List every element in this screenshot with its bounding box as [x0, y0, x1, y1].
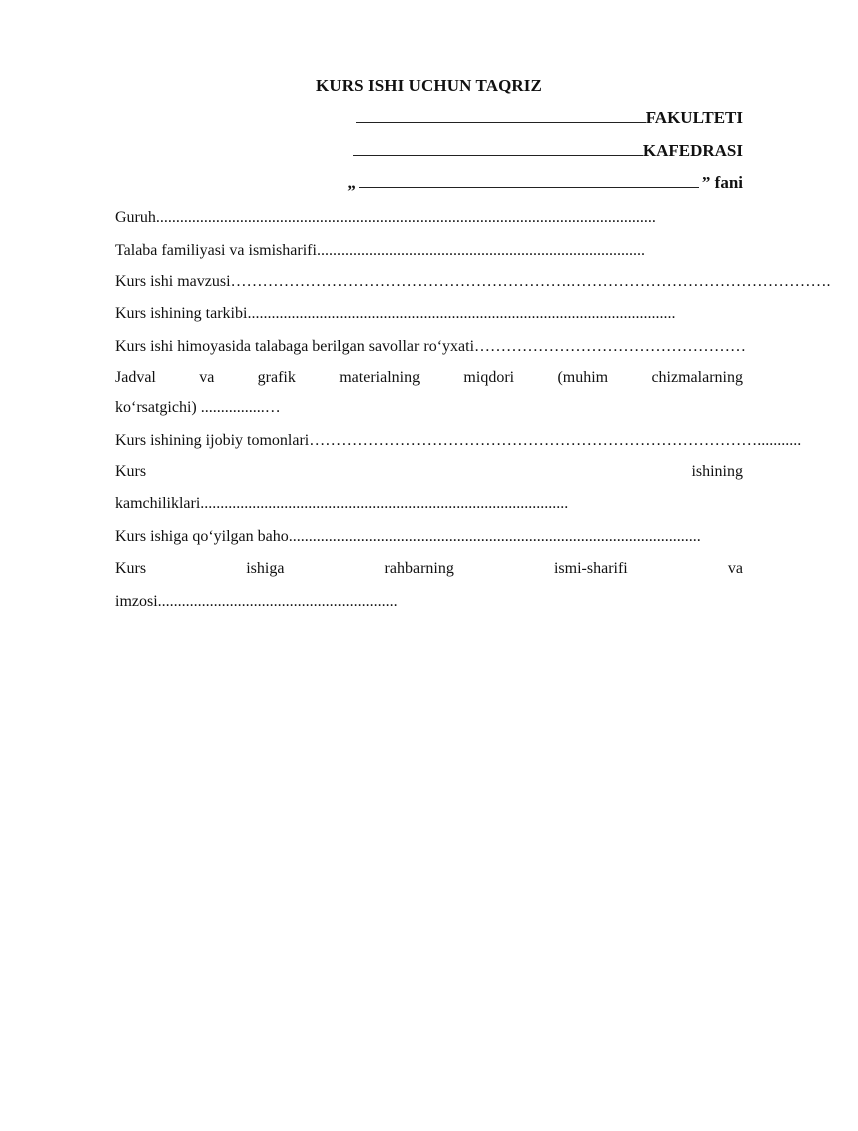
- supervisor-word: rahbarning: [384, 560, 454, 577]
- student-name-dots: ..................................................................................: [316, 242, 645, 259]
- shortcomings-word: ishining: [691, 463, 743, 480]
- subject-field: [347, 173, 743, 193]
- questions-dots: ……………………………………………: [474, 338, 747, 355]
- structure-field: [115, 304, 743, 324]
- group-label: Guruh: [115, 209, 156, 226]
- supervisor-word: Kurs: [115, 560, 147, 577]
- faculty-label: FAKULTETI: [645, 108, 743, 127]
- tables-word: grafik: [257, 369, 296, 386]
- topic-label: Kurs ishi mavzusi: [115, 273, 231, 290]
- supervisor-word: ishiga: [246, 560, 285, 577]
- subject-open-quote: „: [347, 173, 356, 192]
- subject-label: ” fani: [701, 173, 743, 192]
- questions-label: Kurs ishi himoyasida talabaga berilgan savollar ro‘yxati: [115, 338, 475, 355]
- department-blank-line: [353, 154, 643, 156]
- supervisor-line-1: [115, 559, 743, 579]
- tables-word: materialning: [339, 369, 421, 386]
- topic-field: [115, 272, 831, 292]
- positive-aspects-dots: …………………………………………………………………………...........: [309, 432, 802, 449]
- group-field: [115, 208, 743, 228]
- tables-graphics-line-1: [115, 368, 743, 388]
- group-dots: .............................................................................................................................: [155, 209, 656, 226]
- tables-word: va: [199, 369, 215, 386]
- tables-word: miqdori: [463, 369, 515, 386]
- department-label: KAFEDRASI: [642, 141, 743, 160]
- topic-dots: ……………………………………………………….………………………………………….: [230, 273, 831, 290]
- tables-word: Jadval: [115, 369, 156, 386]
- positive-aspects-label: Kurs ishining ijobiy tomonlari: [115, 432, 310, 449]
- supervisor-word: ismi-sharifi: [553, 560, 628, 577]
- student-name-field: [115, 241, 743, 261]
- page-title: KURS ISHI UCHUN TAQRIZ: [316, 76, 542, 95]
- structure-label: Kurs ishining tarkibi: [115, 305, 248, 322]
- grade-dots: .......................................................................................................: [288, 528, 701, 545]
- positive-aspects-field: [115, 431, 802, 451]
- subject-blank-line: [359, 186, 699, 188]
- shortcomings-line-2: kamchiliklari............................................................................................: [115, 495, 569, 512]
- supervisor-line-2: imzosi............................................................: [115, 593, 398, 610]
- shortcomings-word: Kurs: [115, 463, 147, 480]
- student-name-label: Talaba familiyasi va ismisharifi: [115, 242, 317, 259]
- department-field: [353, 141, 743, 161]
- grade-label: Kurs ishiga qo‘yilgan baho: [115, 528, 289, 545]
- supervisor-word: va: [727, 560, 743, 577]
- tables-graphics-line-2: ko‘rsatgichi) ................…: [115, 399, 281, 416]
- grade-field: [115, 527, 743, 547]
- faculty-blank-line: [356, 121, 646, 123]
- structure-dots: ...........................................................................................................: [247, 305, 676, 322]
- tables-word: chizmalarning: [651, 369, 743, 386]
- shortcomings-line-1: [115, 462, 743, 482]
- questions-field: [115, 337, 747, 357]
- tables-word: (muhim: [557, 369, 609, 386]
- faculty-field: [356, 108, 743, 128]
